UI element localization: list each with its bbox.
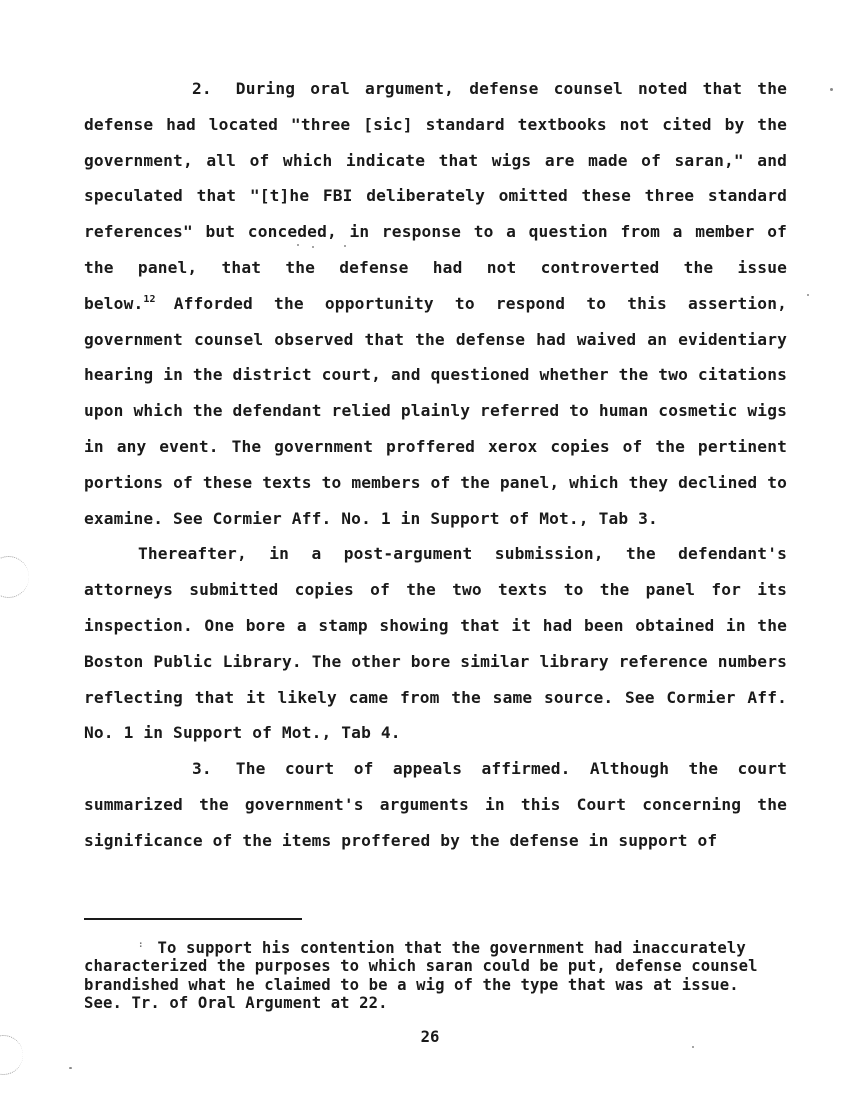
paragraph-2 bbox=[84, 71, 787, 536]
page-number: 26 bbox=[420, 1028, 440, 1046]
footnote-reference: 12 bbox=[143, 293, 156, 305]
footnote-12 bbox=[84, 936, 774, 1013]
scan-speck bbox=[830, 88, 833, 91]
footnote-mark: : bbox=[138, 940, 144, 950]
paragraph-text-continued: Afforded the opportunity to respond to this assertion, government counsel observed that the defense had waived an evidentiary hearing in the district court, and questioned whether the two citations upon which the defendant relied plainly referred to human cosmetic wigs in any event. The government proffered xerox copies of the pertinent portions of these texts to members of the panel, which they declined to examine. See Cormier Aff. No. 1 in Support of Mot., Tab 3. bbox=[84, 293, 787, 528]
paragraph-text: During oral argument, defense counsel noted that the defense had located "three [sic] standard textbooks not cited by the government, all of which indicate that wigs are made of saran," and speculated that "[t]he FBI deliberately omitted these three standard references" but conceded, in response to a question from a member of the panel, that the defense had not controverted the issue below. bbox=[84, 79, 787, 313]
scan-speck bbox=[297, 244, 299, 246]
paragraph-thereafter bbox=[84, 536, 787, 751]
paragraph-number: 3. bbox=[192, 759, 212, 779]
footnote-divider bbox=[84, 918, 302, 920]
punch-hole-mark bbox=[0, 556, 29, 598]
scan-speck bbox=[692, 1046, 694, 1048]
footnote-text: To support his contention that the government had inaccurately characterized the purposes to which saran could be put, defense counsel brandished what he claimed to be a wig of the type that was at issue. See. Tr. of Oral Argument at 22. bbox=[84, 939, 758, 1013]
scan-speck bbox=[344, 245, 346, 247]
paragraph-number: 2. bbox=[192, 79, 212, 98]
body-text bbox=[84, 71, 787, 859]
scan-speck bbox=[69, 1067, 72, 1069]
paragraph-text: Thereafter, in a post-argument submission, the defendant's attorneys submitted copies of the two texts to the panel for its inspection. One bore a stamp showing that it had been obtained in the Boston Public Library. The other bore similar library reference numbers reflecting that it likely came from the same source. See Cormier Aff. No. 1 in Support of Mot., Tab 4. bbox=[84, 544, 787, 743]
scan-speck bbox=[807, 294, 809, 296]
paragraph-3 bbox=[84, 751, 787, 858]
paragraph-text: The court of appeals affirmed. Although the court summarized the government's arguments in this Court concerning the significance of the items proffered by the defense in support of bbox=[84, 759, 787, 850]
scan-speck bbox=[312, 246, 314, 248]
